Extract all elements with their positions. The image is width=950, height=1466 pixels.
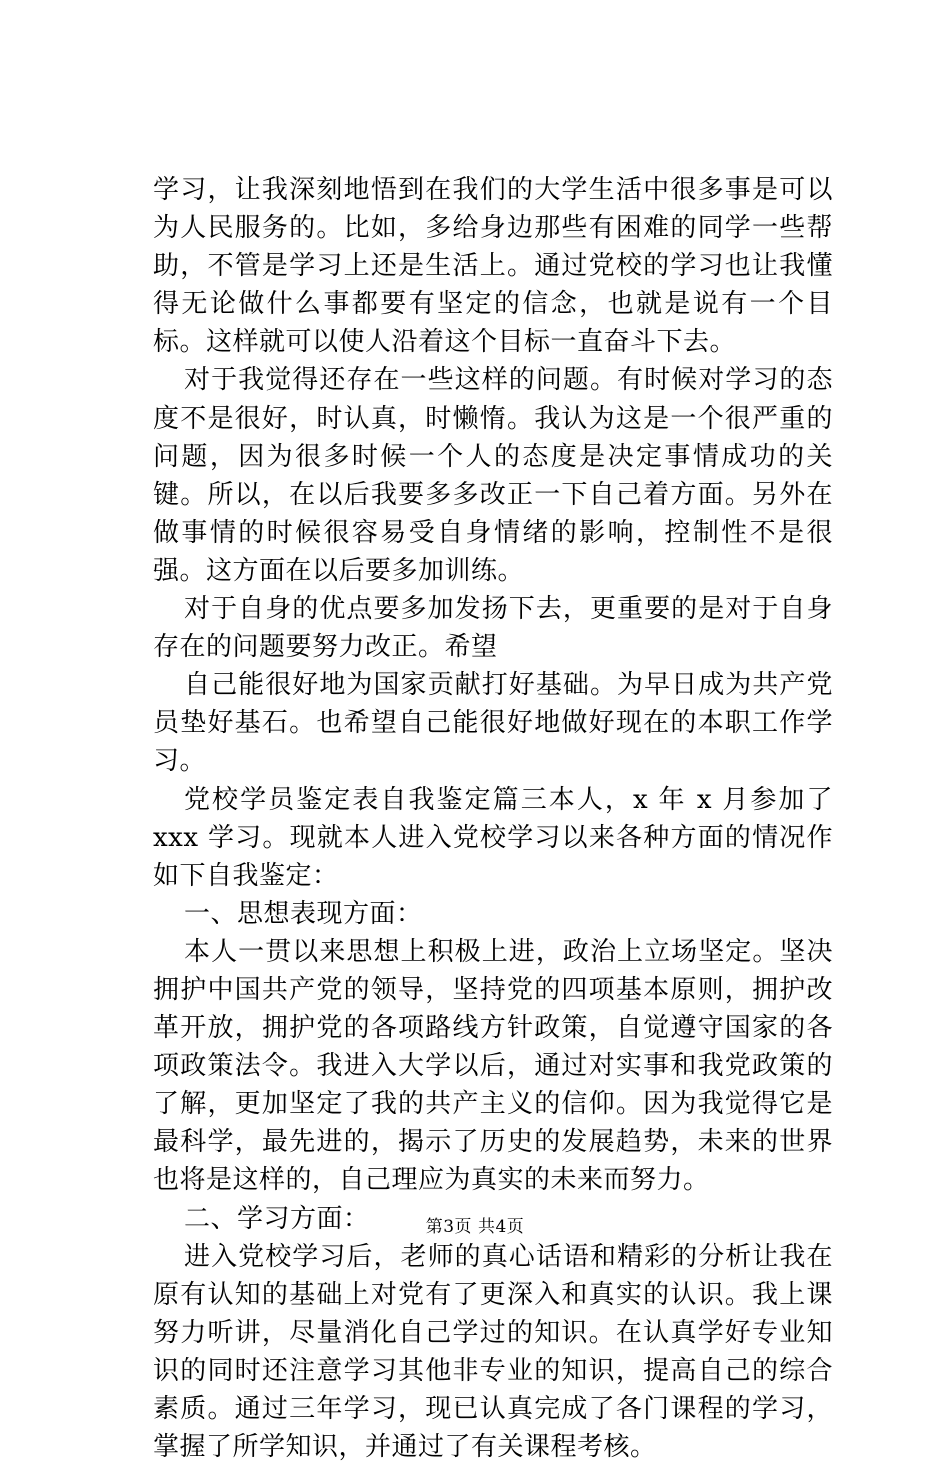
- section-heading-study: 二、学习方面：: [184, 1203, 370, 1234]
- paragraph-5: 党校学员鉴定表自我鉴定篇三本人，x 年 x 月参加了 xxx 学习。现就本人进入党校学习以来各种方面的情况作如下自我鉴定：: [153, 784, 833, 891]
- paragraph-1: 学习，让我深刻地悟到在我们的大学生活中很多事是可以为人民服务的。比如，多给身边那些有困难的同学一些帮助，不管是学习上还是生活上。通过党校的学习也让我懂得无论做什么事都要有坚定的信念，也就是说有一个目标。这样就可以使人沿着这个目标一直奋斗下去。: [153, 175, 833, 358]
- page-footer: 第3页 共4页: [425, 1217, 525, 1237]
- paragraph-3: 对于自身的优点要多加发扬下去，更重要的是对于自身存在的问题要努力改正。希望: [153, 594, 833, 663]
- paragraph-7: 本人一贯以来思想上积极上进，政治上立场坚定。坚决拥护中国共产党的领导，坚持党的四项基本原则，拥护改革开放，拥护党的各项路线方针政策，自觉遵守国家的各项政策法令。我进入大学以后，通过对实事和我党政策的了解，更加坚定了我的共产主义的信仰。因为我觉得它是最科学，最先进的，揭示了历史的发展趋势，未来的世界也将是这样的，自己理应为真实的未来而努力。: [153, 936, 833, 1196]
- paragraph-4: 自己能很好地为国家贡献打好基础。为早日成为共产党员垫好基石。也希望自己能很好地做好现在的本职工作学习。: [153, 670, 833, 777]
- paragraph-9: 进入党校学习后，老师的真心话语和精彩的分析让我在原有认知的基础上对党有了更深入和真实的认识。我上课努力听讲，尽量消化自己学过的知识。在认真学好专业知识的同时还注意学习其他非专业的知识，提高自己的综合素质。通过三年学习，现已认真完成了各门课程的学习，掌握了所学知识，并通过了有关课程考核。: [153, 1241, 833, 1463]
- paragraph-2: 对于我觉得还存在一些这样的问题。有时候对学习的态度不是很好，时认真，时懒惰。我认为这是一个很严重的问题，因为很多时候一个人的态度是决定事情成功的关键。所以，在以后我要多多改正一下自己着方面。另外在做事情的时候很容易受自身情绪的影响，控制性不是很强。这方面在以后要多加训练。: [153, 365, 833, 586]
- section-heading-thought: 一、思想表现方面：: [184, 898, 423, 929]
- document-body: [153, 171, 833, 1466]
